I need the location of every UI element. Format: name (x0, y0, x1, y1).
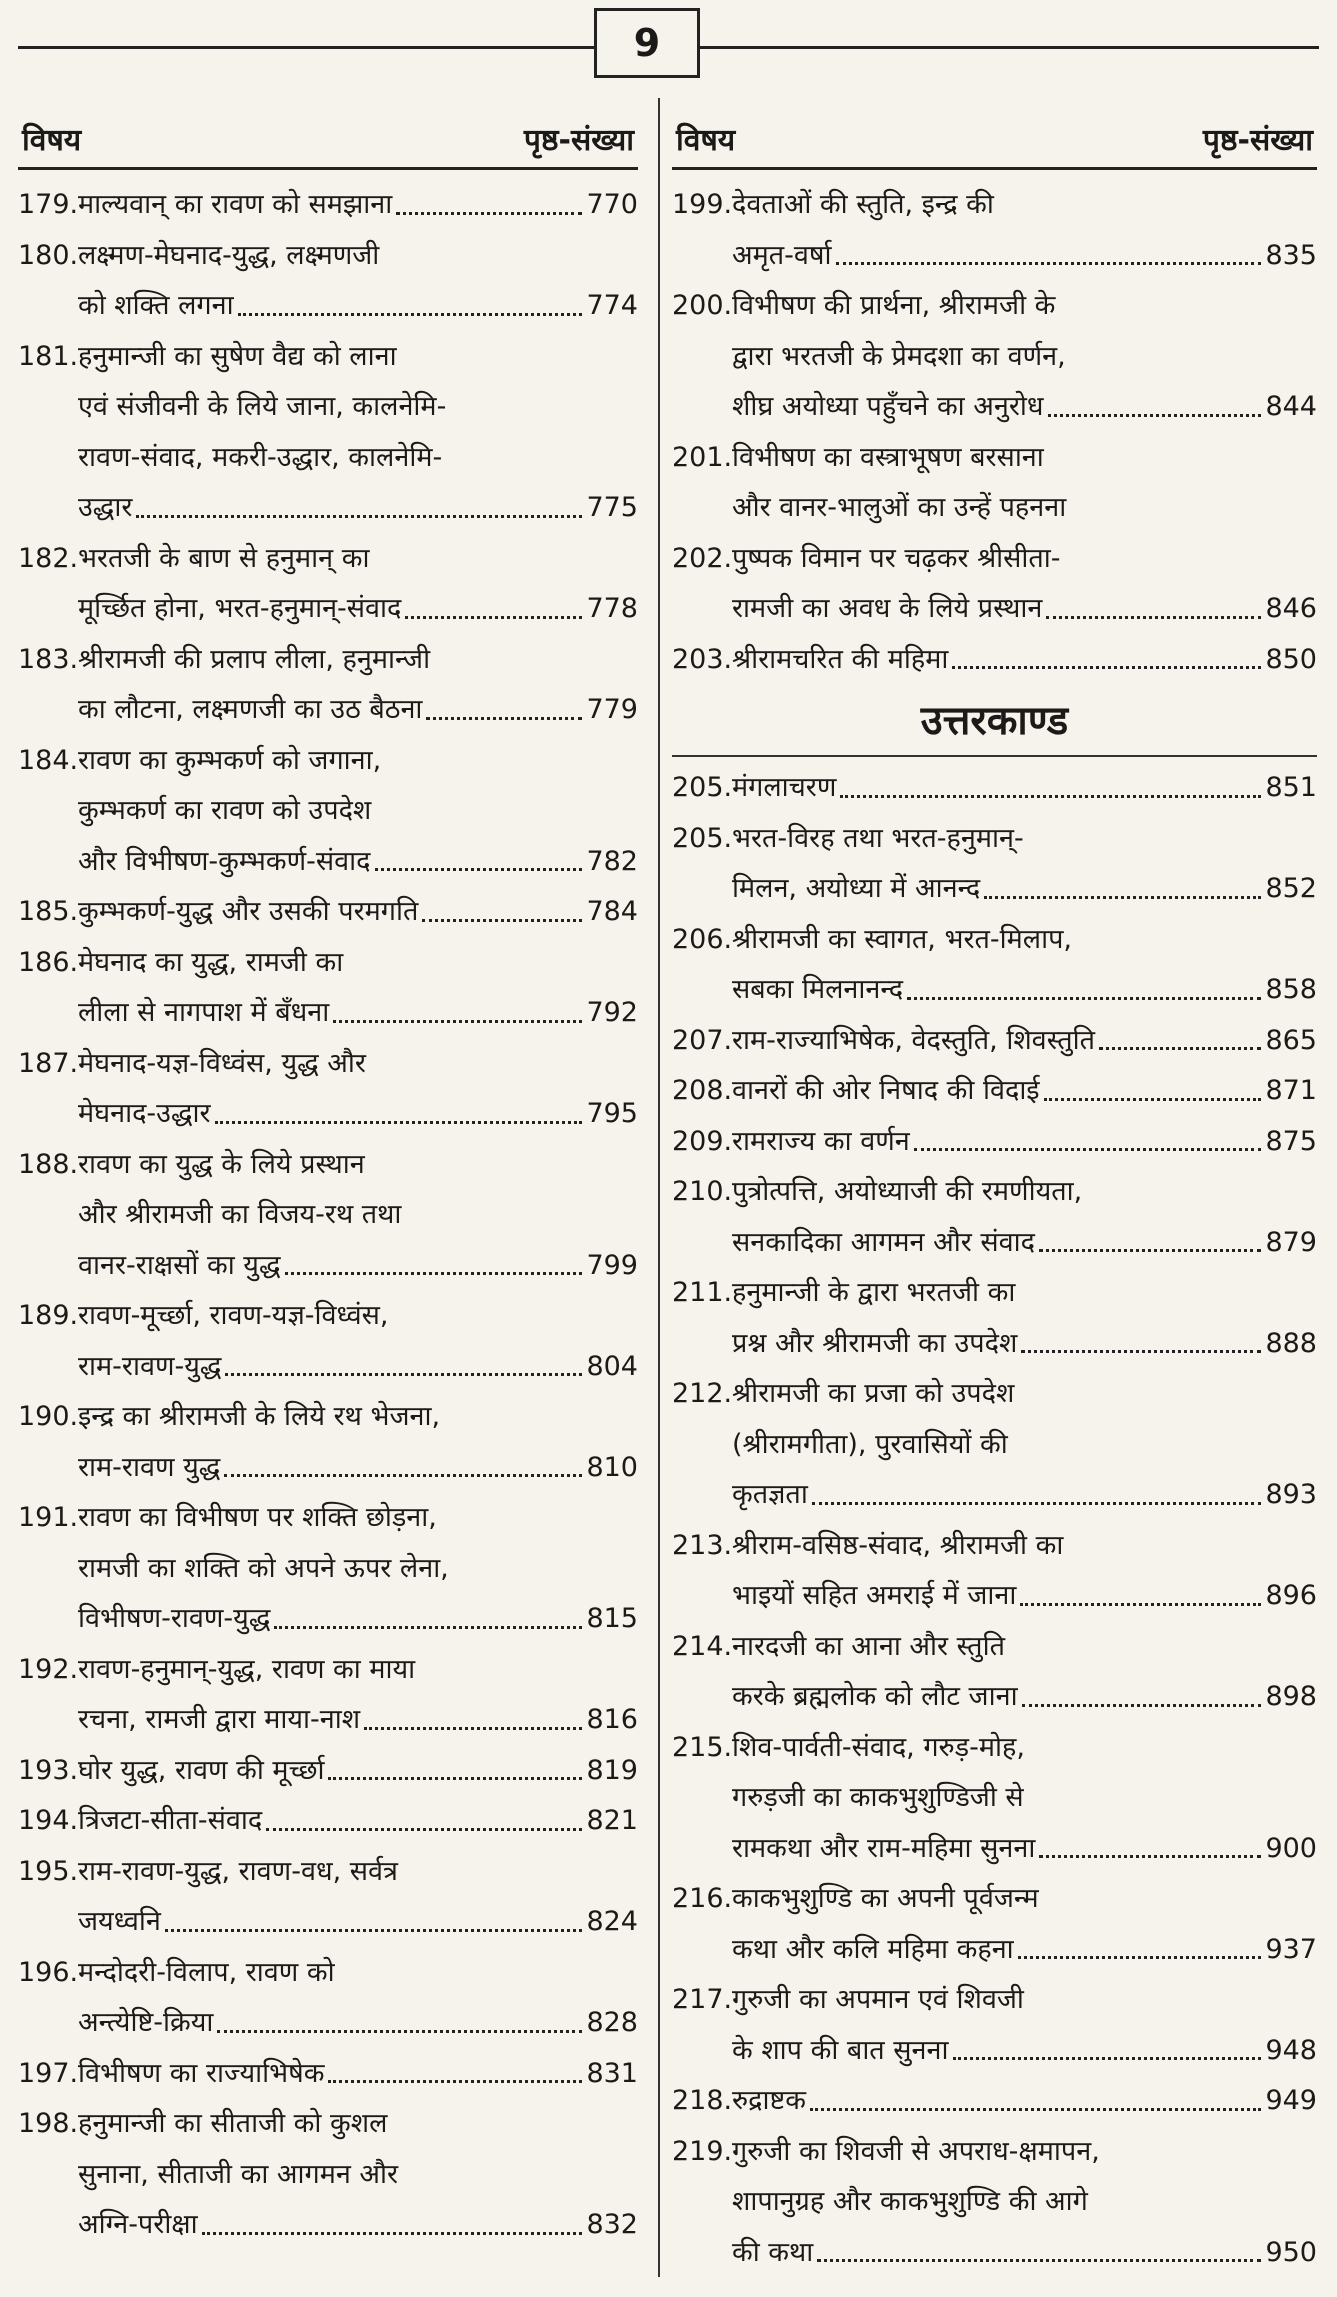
entry-number: 218. (672, 2085, 733, 2116)
entry-title (732, 1268, 1317, 1369)
entry-title-line: इन्द्र का श्रीरामजी के लिये रथ भेजना, (78, 1401, 441, 1432)
entry-title (78, 231, 638, 332)
entry-title-line: मेघनाद-उद्धार (78, 1098, 211, 1129)
entry-page-number: 770 (586, 189, 638, 220)
entry-title-line: भाइयों सहित अमराई में जाना (732, 1580, 1017, 1611)
entry-number: 181. (18, 340, 79, 372)
entry-title (732, 1066, 1317, 1117)
entry-page-number: 824 (586, 1906, 638, 1937)
entry-title-line: रावण-मूर्च्छा, रावण-यज्ञ-विध्वंस, (78, 1300, 389, 1331)
entry-number: 211. (672, 1277, 733, 1308)
entry-title (732, 534, 1317, 635)
leader-dots (328, 2080, 582, 2083)
entry-title (78, 887, 638, 938)
entry-title-line: लीला से नागपाश में बँधना (78, 997, 330, 1028)
subject-heading: विषय (676, 123, 736, 158)
entry-number: 196. (18, 1956, 79, 1988)
entry-page-number: 835 (1265, 239, 1317, 271)
leader-dots (426, 717, 582, 720)
leader-dots (274, 1626, 582, 1629)
toc-entry (18, 1847, 638, 1948)
column-divider (658, 98, 660, 2277)
toc-entry (672, 2076, 1317, 2127)
leader-dots (810, 2108, 1261, 2111)
entry-title-line: अमृत-वर्षा (732, 239, 832, 271)
entry-title (78, 1039, 638, 1140)
leader-dots (1046, 616, 1261, 619)
entry-title-line: रामजी का शक्ति को अपने ऊपर लेना, (78, 1552, 449, 1584)
entry-title-line: अग्नि-परीक्षा (78, 2209, 198, 2240)
leader-dots (328, 1777, 582, 1780)
entry-title-line: कथा और कलि महिमा कहना (732, 1933, 1014, 1965)
entry-title-line: श्रीरामजी की प्रलाप लीला, हनुमान्जी (78, 643, 431, 675)
entry-number: 209. (672, 1125, 733, 1157)
entry-title (732, 1016, 1317, 1067)
toc-entry (18, 736, 638, 888)
entry-number: 219. (672, 2135, 733, 2167)
entry-title (78, 938, 638, 1039)
toc-entry (18, 1291, 638, 1392)
entry-title-line: और विभीषण-कुम्भकर्ण-संवाद (78, 845, 371, 877)
entry-page-number: 896 (1265, 1580, 1317, 1611)
entry-title-line: श्रीराम-वसिष्ठ-संवाद, श्रीरामजी का (732, 1529, 1064, 1561)
toc-entry (18, 1948, 638, 2049)
entry-title-line: माल्यवान् का रावण को समझाना (78, 189, 393, 220)
toc-entry (672, 534, 1317, 635)
entry-title (732, 814, 1317, 915)
toc-entry (18, 1645, 638, 1746)
entry-title (732, 433, 1317, 534)
page-count-heading: पृष्ठ-संख्या (1202, 123, 1313, 158)
entry-number: 195. (18, 1855, 79, 1887)
entry-title-line: भरतजी के बाण से हनुमान् का (78, 542, 370, 574)
entry-title (78, 1746, 638, 1797)
toc-entry (18, 2049, 638, 2100)
entry-page-number: 850 (1265, 643, 1317, 675)
entry-page-number: 815 (586, 1603, 638, 1634)
entry-page-number: 844 (1265, 391, 1317, 422)
entry-page-number: 950 (1265, 2236, 1317, 2268)
entry-title-line: वानर-राक्षसों का युद्ध (78, 1249, 281, 1281)
leader-dots (952, 666, 1261, 669)
entry-number: 197. (18, 2057, 79, 2089)
entry-title-line: सुनाना, सीताजी का आगमन और (78, 2158, 399, 2190)
entry-title (78, 2049, 638, 2100)
entry-title-line: उद्धार (78, 492, 133, 523)
entry-page-number: 810 (586, 1451, 638, 1483)
entry-page-number: 784 (586, 896, 638, 927)
entry-number: 179. (18, 189, 79, 220)
left-entries-list (18, 180, 638, 2251)
entry-title-line: पुत्रोत्पत्ति, अयोध्याजी की रमणीयता, (732, 1176, 1083, 1207)
entry-number: 187. (18, 1047, 79, 1079)
toc-entry (672, 915, 1317, 1016)
entry-title-line: राम-राज्याभिषेक, वेदस्तुति, शिवस्तुति (732, 1024, 1095, 1056)
toc-entry (672, 1117, 1317, 1168)
entry-number: 200. (672, 290, 733, 321)
leader-dots (165, 1929, 583, 1932)
leader-dots (1044, 1098, 1262, 1101)
entry-number: 183. (18, 643, 79, 675)
entry-title-line: हनुमान्जी के द्वारा भरतजी का (732, 1277, 1016, 1308)
entry-title (732, 1622, 1317, 1723)
entry-title-line: राम-रावण-युद्ध, रावण-वध, सर्वत्र (78, 1855, 398, 1887)
entry-title-line: गुरुजी का अपमान एवं शिवजी (732, 1984, 1024, 2015)
entry-page-number: 778 (586, 593, 638, 624)
leader-dots (266, 1828, 582, 1831)
entry-number: 207. (672, 1024, 733, 1056)
leader-dots (984, 896, 1261, 899)
leader-dots (1099, 1047, 1261, 1050)
entry-title (732, 1521, 1317, 1622)
leader-dots (202, 2232, 583, 2235)
entry-title (78, 635, 638, 736)
entry-title-line: त्रिजटा-सीता-संवाद (78, 1805, 263, 1836)
entry-title (78, 332, 638, 534)
entry-number: 186. (18, 946, 79, 978)
entry-title-line: भरत-विरह तथा भरत-हनुमान्- (732, 822, 1024, 854)
toc-entry (18, 1493, 638, 1645)
leader-dots (238, 313, 583, 316)
entry-number: 192. (18, 1653, 79, 1685)
section-rule (672, 755, 1317, 757)
entry-number: 191. (18, 1502, 79, 1533)
toc-entry (672, 180, 1317, 281)
entry-title-line: रामजी का अवध के लिये प्रस्थान (732, 593, 1043, 624)
leader-dots (953, 2057, 1262, 2060)
entry-page-number: 879 (1265, 1226, 1317, 1258)
entry-title-line: एवं संजीवनी के लिये जाना, कालनेमि- (78, 391, 447, 422)
entry-title-line: श्रीरामजी का प्रजा को उपदेश (732, 1378, 1015, 1409)
entry-number: 189. (18, 1300, 79, 1331)
leader-dots (136, 515, 582, 518)
leader-dots (215, 1121, 583, 1124)
entry-title-line: सनकादिका आगमन और संवाद (732, 1226, 1035, 1258)
right-entries-list-a (672, 180, 1317, 685)
entry-title-line: (श्रीरामगीता), पुरवासियों की (732, 1428, 1008, 1460)
entry-page-number: 774 (586, 290, 638, 321)
entry-title (732, 635, 1317, 686)
toc-entry (672, 1268, 1317, 1369)
toc-entry (18, 2099, 638, 2251)
toc-entry (672, 1521, 1317, 1622)
entry-page-number: 888 (1265, 1327, 1317, 1359)
leader-dots (840, 795, 1261, 798)
toc-entry (672, 1066, 1317, 1117)
entry-title-line: जयध्वनि (78, 1906, 161, 1937)
entry-title-line: का लौटना, लक्ष्मणजी का उठ बैठना (78, 694, 423, 725)
entry-page-number: 875 (1265, 1125, 1317, 1157)
entry-title-line: नारदजी का आना और स्तुति (732, 1630, 1005, 1662)
entry-title-line: शीघ्र अयोध्या पहुँचने का अनुरोध (732, 391, 1044, 422)
page-count-heading: पृष्ठ-संख्या (523, 123, 634, 158)
entry-page-number: 832 (586, 2209, 638, 2240)
right-column (672, 104, 1317, 2268)
entry-title-line: मूर्च्छित होना, भरत-हनुमान्-संवाद (78, 593, 402, 624)
entry-number: 199. (672, 189, 733, 220)
entry-title-line: काकभुशुण्डि का अपनी पूर्वजन्म (732, 1883, 1039, 1914)
leader-dots (224, 1474, 582, 1477)
right-column-header (672, 104, 1317, 170)
entry-page-number: 851 (1265, 772, 1317, 803)
entry-page-number: 893 (1265, 1479, 1317, 1510)
entry-page-number: 937 (1265, 1933, 1317, 1965)
entry-title-line: मिलन, अयोध्या में आनन्द (732, 873, 981, 904)
entry-title (78, 1493, 638, 1645)
entry-page-number: 828 (586, 2007, 638, 2038)
toc-entry (18, 1039, 638, 1140)
entry-page-number: 831 (586, 2057, 638, 2089)
entry-title-line: रावण का विभीषण पर शक्ति छोड़ना, (78, 1502, 437, 1533)
leader-dots (1021, 1350, 1261, 1353)
toc-entry (672, 1016, 1317, 1067)
toc-entry (18, 1746, 638, 1797)
entry-title-line: को शक्ति लगना (78, 290, 234, 321)
toc-entry (18, 332, 638, 534)
entry-title-line: प्रश्न और श्रीरामजी का उपदेश (732, 1327, 1018, 1359)
entry-number: 213. (672, 1529, 733, 1561)
toc-entry (672, 1975, 1317, 2076)
leader-dots (396, 212, 582, 215)
entry-number: 190. (18, 1401, 79, 1432)
toc-entry (672, 2127, 1317, 2279)
entry-title (732, 180, 1317, 281)
entry-page-number: 821 (586, 1805, 638, 1836)
entry-title-line: मेघनाद का युद्ध, रामजी का (78, 946, 344, 978)
toc-entry (18, 635, 638, 736)
right-entries-list-b (672, 763, 1317, 2278)
entry-title (732, 1723, 1317, 1875)
entry-number: 214. (672, 1630, 733, 1662)
entry-title-line: राम-रावण-युद्ध (78, 1350, 222, 1382)
entry-number: 206. (672, 923, 733, 955)
entry-title-line: हनुमान्जी का सीताजी को कुशल (78, 2108, 388, 2139)
entry-number: 216. (672, 1883, 733, 1914)
entry-number: 208. (672, 1075, 733, 1106)
entry-number: 180. (18, 239, 79, 271)
leader-dots (836, 262, 1262, 265)
entry-title-line: और श्रीरामजी का विजय-रथ तथा (78, 1199, 402, 1230)
entry-page-number: 949 (1265, 2085, 1317, 2116)
entry-title-line: रावण का कुम्भकर्ण को जगाना, (78, 744, 382, 776)
entry-title-line: वानरों की ओर निषाद की विदाई (732, 1075, 1040, 1106)
entry-number: 210. (672, 1176, 733, 1207)
entry-page-number: 900 (1265, 1832, 1317, 1864)
toc-entry (672, 1167, 1317, 1268)
entry-title (732, 2076, 1317, 2127)
entry-number: 212. (672, 1378, 733, 1409)
entry-title-line: विभीषण-रावण-युद्ध (78, 1603, 271, 1634)
entry-title (732, 1117, 1317, 1168)
toc-entry (672, 1874, 1317, 1975)
toc-entry (672, 1369, 1317, 1521)
entry-page-number: 804 (586, 1350, 638, 1382)
entry-title-line: हनुमान्जी का सुषेण वैद्य को लाना (78, 340, 397, 372)
entry-title-line: राम-रावण युद्ध (78, 1451, 221, 1483)
entry-page-number: 898 (1265, 1681, 1317, 1712)
entry-number: 198. (18, 2108, 79, 2139)
entry-title-line: मेघनाद-यज्ञ-विध्वंस, युद्ध और (78, 1047, 366, 1079)
entry-title-line: शापानुग्रह और काकभुशुण्डि की आगे (732, 2186, 1088, 2217)
entry-title (78, 1392, 638, 1493)
leader-dots (907, 997, 1261, 1000)
entry-title-line: रावण-हनुमान्-युद्ध, रावण का माया (78, 1653, 416, 1685)
entry-title-line: और वानर-भालुओं का उन्हें पहनना (732, 492, 1067, 523)
entry-title-line: द्वारा भरतजी के प्रेमदशा का वर्णन, (732, 340, 1066, 372)
entry-page-number: 792 (586, 997, 638, 1028)
entry-title-line: की कथा (732, 2236, 814, 2268)
leader-dots (1022, 1704, 1262, 1707)
entry-number: 188. (18, 1148, 79, 1180)
entry-page-number: 846 (1265, 593, 1317, 624)
entry-title-line: शिव-पार्वती-संवाद, गरुड़-मोह, (732, 1731, 1025, 1763)
toc-entry (18, 938, 638, 1039)
entry-page-number: 782 (586, 845, 638, 877)
leader-dots (375, 868, 583, 871)
entry-number: 184. (18, 744, 79, 776)
toc-entry (672, 763, 1317, 814)
leader-dots (1039, 1249, 1261, 1252)
entry-page-number: 816 (586, 1704, 638, 1735)
entry-title-line: लक्ष्मण-मेघनाद-युद्ध, लक्ष्मणजी (78, 239, 380, 271)
entry-title-line: विभीषण का राज्याभिषेक (78, 2057, 325, 2089)
entry-title-line: सबका मिलनानन्द (732, 974, 904, 1005)
leader-dots (422, 919, 582, 922)
subject-heading: विषय (22, 123, 82, 158)
leader-dots (817, 2259, 1261, 2262)
entry-title (732, 1874, 1317, 1975)
entry-title (732, 281, 1317, 433)
entry-number: 215. (672, 1731, 733, 1763)
entry-page-number: 858 (1265, 974, 1317, 1005)
entry-title-line: मन्दोदरी-विलाप, रावण को (78, 1956, 335, 1988)
entry-title-line: रामराज्य का वर्णन (732, 1125, 910, 1157)
entry-title-line: कुम्भकर्ण-युद्ध और उसकी परमगति (78, 896, 419, 927)
entry-number: 194. (18, 1805, 79, 1836)
entry-title-line: मंगलाचरण (732, 772, 837, 803)
leader-dots (1039, 1855, 1261, 1858)
left-column (18, 104, 638, 2257)
entry-number: 217. (672, 1984, 733, 2015)
entry-title-line: घोर युद्ध, रावण की मूर्च्छा (78, 1754, 325, 1786)
entry-title (78, 736, 638, 888)
entry-page-number: 865 (1265, 1024, 1317, 1056)
entry-page-number: 799 (586, 1249, 638, 1281)
entry-page-number: 775 (586, 492, 638, 523)
toc-entry (18, 1140, 638, 1292)
entry-page-number: 795 (586, 1098, 638, 1129)
entry-number: 205. (672, 822, 733, 854)
entry-title-line: रावण का युद्ध के लिये प्रस्थान (78, 1148, 365, 1180)
entry-title (732, 1369, 1317, 1521)
entry-number: 205. (672, 772, 733, 803)
entry-title-line: करके ब्रह्मलोक को लौट जाना (732, 1681, 1018, 1712)
entry-title (78, 1847, 638, 1948)
leader-dots (217, 2030, 582, 2033)
entry-title-line: गुरुजी का शिवजी से अपराध-क्षमापन, (732, 2135, 1100, 2167)
entry-title-line: कुम्भकर्ण का रावण को उपदेश (78, 795, 372, 826)
entry-title-line: श्रीरामजी का स्वागत, भरत-मिलाप, (732, 923, 1072, 955)
entry-page-number: 852 (1265, 873, 1317, 904)
toc-entry (18, 231, 638, 332)
toc-entry (18, 180, 638, 231)
entry-title-line: श्रीरामचरित की महिमा (732, 643, 949, 675)
leader-dots (405, 616, 582, 619)
entry-number: 202. (672, 542, 733, 574)
leader-dots (1018, 1956, 1262, 1959)
entry-title-line: गरुड़जी का काकभुशुण्डिजी से (732, 1782, 1024, 1813)
entry-page-number: 819 (586, 1754, 638, 1786)
entry-title-line: देवताओं की स्तुति, इन्द्र की (732, 189, 994, 220)
entry-title-line: पुष्पक विमान पर चढ़कर श्रीसीता- (732, 542, 1061, 574)
entry-title (78, 180, 638, 231)
entry-title (732, 1167, 1317, 1268)
toc-entry (672, 1622, 1317, 1723)
leader-dots (1020, 1603, 1261, 1606)
toc-entry (18, 887, 638, 938)
entry-number: 182. (18, 542, 79, 574)
entry-title-line: रचना, रामजी द्वारा माया-नाश (78, 1704, 361, 1735)
entry-title-line: अन्त्येष्टि-क्रिया (78, 2007, 214, 2038)
toc-entry (672, 635, 1317, 686)
leader-dots (225, 1373, 582, 1376)
toc-entry (18, 534, 638, 635)
section-title: उत्तरकाण्ड (920, 698, 1069, 744)
entry-title (732, 2127, 1317, 2279)
entry-page-number: 779 (586, 694, 638, 725)
leader-dots (812, 1502, 1262, 1505)
entry-title-line: रामकथा और राम-महिमा सुनना (732, 1832, 1036, 1864)
entry-number: 201. (672, 441, 733, 473)
entry-title (78, 1291, 638, 1392)
entry-title-line: कृतज्ञता (732, 1479, 808, 1510)
entry-number: 185. (18, 896, 79, 927)
leader-dots (1048, 414, 1262, 417)
leader-dots (333, 1020, 582, 1023)
leader-dots (364, 1727, 582, 1730)
entry-title-line: के शाप की बात सुनना (732, 2034, 949, 2066)
entry-page-number: 871 (1265, 1075, 1317, 1106)
entry-title-line: रुद्राष्टक (732, 2085, 806, 2116)
toc-entry (18, 1392, 638, 1493)
toc-entry (672, 433, 1317, 534)
leader-dots (285, 1272, 583, 1275)
left-column-header (18, 104, 638, 170)
leader-dots (914, 1148, 1262, 1151)
entry-title (78, 2099, 638, 2251)
entry-title (78, 1645, 638, 1746)
entry-number: 203. (672, 643, 733, 675)
entry-title-line: विभीषण का वस्त्राभूषण बरसाना (732, 441, 1044, 473)
toc-entry (672, 1723, 1317, 1875)
entry-title (732, 915, 1317, 1016)
entry-title (78, 1796, 638, 1847)
entry-title (732, 763, 1317, 814)
entry-title (732, 1975, 1317, 2076)
entry-title (78, 1140, 638, 1292)
toc-entry (18, 1796, 638, 1847)
entry-title-line: रावण-संवाद, मकरी-उद्धार, कालनेमि- (78, 441, 443, 473)
toc-entry (672, 281, 1317, 433)
entry-number: 193. (18, 1754, 79, 1786)
entry-page-number: 948 (1265, 2034, 1317, 2066)
entry-title (78, 534, 638, 635)
toc-entry (672, 814, 1317, 915)
entry-title (78, 1948, 638, 2049)
page-number: 9 (594, 8, 700, 78)
entry-title-line: विभीषण की प्रार्थना, श्रीरामजी के (732, 290, 1056, 321)
